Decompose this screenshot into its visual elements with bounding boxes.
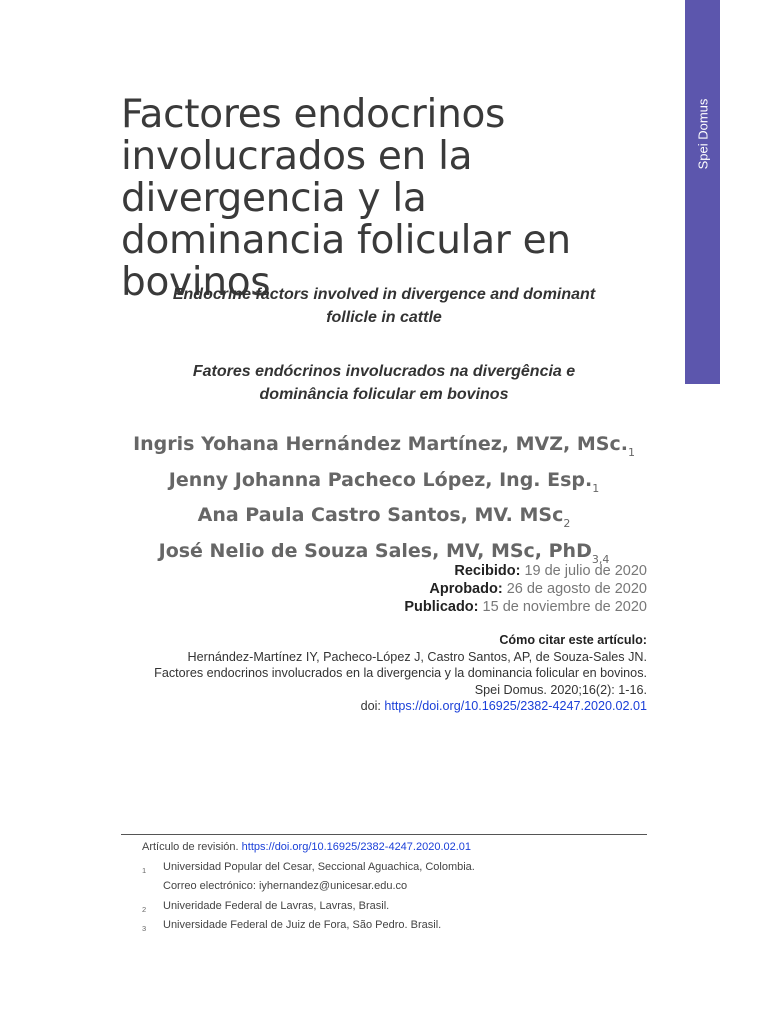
- footnote-item: [121, 897, 647, 917]
- author-name: Ingris Yohana Hernández Martínez, MVZ, MSc.: [133, 433, 628, 455]
- received-date: [404, 562, 647, 580]
- approved-label: Aprobado:: [429, 581, 503, 597]
- citation-heading: Cómo citar este artículo:: [499, 633, 647, 647]
- article-type: Artículo de revisión.: [142, 841, 239, 853]
- article-type-note: [121, 838, 647, 858]
- journal-side-tab: [685, 0, 720, 384]
- footnotes: [121, 838, 647, 936]
- author-list: [121, 431, 647, 573]
- article-title: Factores endocrinos involucrados en la divergencia y la dominancia folicular en bovinos: [121, 92, 571, 305]
- published-date: [404, 598, 647, 616]
- doi-link[interactable]: https://doi.org/10.16925/2382-4247.2020.02.01: [384, 699, 647, 713]
- published-label: Publicado:: [404, 599, 479, 615]
- author-affiliation: 3,4: [591, 552, 610, 566]
- citation-line: Factores endocrinos involucrados en la divergencia y la dominancia folicular en bovinos.: [154, 666, 647, 680]
- footnote-text: Universidade Federal de Juiz de Fora, São Pedro. Brasil.: [163, 919, 442, 931]
- author: [121, 502, 647, 538]
- doi-prefix: doi:: [360, 699, 381, 713]
- approved-date: [404, 580, 647, 598]
- received-label: Recibido:: [454, 563, 521, 579]
- footnote-divider: [121, 834, 647, 835]
- footnote-item: [121, 858, 647, 878]
- subtitle-portuguese: Fatores endócrinos involucrados na divergência e dominância folicular em bovinos: [192, 363, 576, 403]
- footnote-number: 1: [142, 865, 147, 875]
- author-affiliation: 2: [563, 517, 571, 530]
- publication-dates: [404, 562, 647, 616]
- footnote-text: Universidad Popular del Cesar, Seccional Aguachica, Colombia.: [163, 860, 475, 873]
- author-affiliation: 1: [627, 446, 635, 459]
- subtitle-english: Endocrine factors involved in divergence and dominant follicle in cattle: [172, 286, 596, 326]
- footnote-number: 3: [142, 924, 147, 933]
- footnote-text: Univeridade Federal de Lavras, Lavras, Brasil.: [163, 899, 390, 912]
- author-name: Ana Paula Castro Santos, MV. MSc: [197, 504, 564, 526]
- author-name: Jenny Johanna Pacheco López, Ing. Esp.: [168, 468, 593, 491]
- citation-block: [87, 632, 647, 715]
- footnote-number: 2: [142, 904, 147, 914]
- footnote-item: [121, 877, 647, 897]
- approved-value: 26 de agosto de 2020: [506, 581, 647, 597]
- journal-name: Spei Domus: [695, 98, 711, 170]
- author: [121, 467, 647, 503]
- footnote-text: Correo electrónico: iyhernandez@unicesar.edu.co: [163, 880, 408, 892]
- article-doi-link[interactable]: https://doi.org/10.16925/2382-4247.2020.02.01: [241, 841, 472, 853]
- citation-line: Hernández-Martínez IY, Pacheco-López J, Castro Santos, AP, de Souza-Sales JN.: [187, 649, 647, 664]
- author-affiliation: 1: [592, 481, 600, 495]
- received-value: 19 de julio de 2020: [524, 563, 647, 579]
- author: [121, 431, 647, 467]
- citation-doi: [87, 698, 647, 715]
- published-value: 15 de noviembre de 2020: [482, 599, 647, 615]
- author-name: José Nelio de Souza Sales, MV, MSc, PhD: [158, 539, 592, 562]
- citation-line: Spei Domus. 2020;16(2): 1-16.: [474, 682, 647, 697]
- footnote-item: [121, 916, 647, 936]
